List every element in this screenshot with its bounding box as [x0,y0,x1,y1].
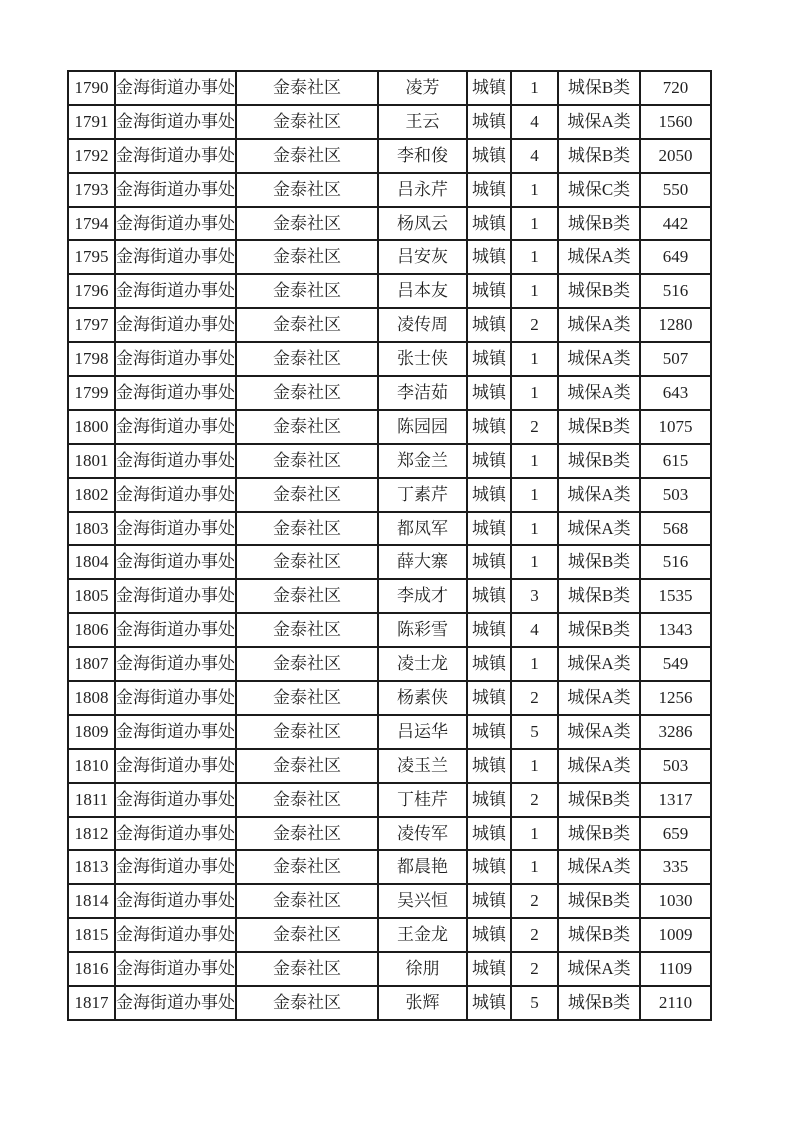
cell-household-type: 城镇 [467,749,511,783]
cell-community: 金泰社区 [236,105,378,139]
cell-household-type: 城镇 [467,376,511,410]
cell-community: 金泰社区 [236,545,378,579]
cell-person-count: 2 [511,308,558,342]
cell-community: 金泰社区 [236,71,378,105]
cell-name: 徐朋 [378,952,467,986]
cell-insurance-category: 城保B类 [558,986,640,1020]
cell-insurance-category: 城保B类 [558,817,640,851]
cell-amount: 615 [640,444,711,478]
cell-street-office: 金海街道办事处 [115,376,236,410]
cell-person-count: 2 [511,952,558,986]
cell-amount: 516 [640,274,711,308]
cell-household-type: 城镇 [467,444,511,478]
cell-name: 凌芳 [378,71,467,105]
table-row [68,444,711,478]
cell-person-count: 1 [511,173,558,207]
cell-insurance-category: 城保A类 [558,715,640,749]
table-row [68,207,711,241]
cell-name: 王金龙 [378,918,467,952]
cell-household-type: 城镇 [467,986,511,1020]
cell-insurance-category: 城保A类 [558,850,640,884]
cell-insurance-category: 城保B类 [558,71,640,105]
cell-serial-number: 1797 [68,308,115,342]
cell-street-office: 金海街道办事处 [115,342,236,376]
table-row [68,274,711,308]
table-row [68,308,711,342]
cell-amount: 649 [640,240,711,274]
cell-household-type: 城镇 [467,308,511,342]
cell-street-office: 金海街道办事处 [115,783,236,817]
cell-insurance-category: 城保B类 [558,444,640,478]
cell-community: 金泰社区 [236,274,378,308]
cell-amount: 1256 [640,681,711,715]
cell-name: 杨素侠 [378,681,467,715]
cell-amount: 2110 [640,986,711,1020]
cell-serial-number: 1817 [68,986,115,1020]
cell-street-office: 金海街道办事处 [115,274,236,308]
table-row [68,715,711,749]
cell-community: 金泰社区 [236,139,378,173]
cell-serial-number: 1814 [68,884,115,918]
cell-community: 金泰社区 [236,308,378,342]
cell-person-count: 1 [511,749,558,783]
cell-serial-number: 1806 [68,613,115,647]
cell-name: 陈园园 [378,410,467,444]
cell-amount: 503 [640,478,711,512]
cell-person-count: 1 [511,817,558,851]
cell-street-office: 金海街道办事处 [115,647,236,681]
cell-household-type: 城镇 [467,512,511,546]
cell-name: 王云 [378,105,467,139]
cell-name: 吴兴恒 [378,884,467,918]
table-row [68,579,711,613]
cell-amount: 1030 [640,884,711,918]
cell-street-office: 金海街道办事处 [115,105,236,139]
cell-serial-number: 1793 [68,173,115,207]
cell-amount: 3286 [640,715,711,749]
table-row [68,986,711,1020]
cell-amount: 1280 [640,308,711,342]
cell-community: 金泰社区 [236,410,378,444]
cell-household-type: 城镇 [467,342,511,376]
cell-person-count: 2 [511,884,558,918]
cell-street-office: 金海街道办事处 [115,749,236,783]
cell-person-count: 1 [511,376,558,410]
cell-person-count: 1 [511,207,558,241]
cell-amount: 2050 [640,139,711,173]
cell-household-type: 城镇 [467,681,511,715]
cell-serial-number: 1791 [68,105,115,139]
cell-street-office: 金海街道办事处 [115,918,236,952]
cell-name: 吕永芹 [378,173,467,207]
cell-name: 李成才 [378,579,467,613]
table-row [68,681,711,715]
table-row [68,376,711,410]
table-row [68,173,711,207]
cell-amount: 549 [640,647,711,681]
cell-serial-number: 1808 [68,681,115,715]
cell-serial-number: 1799 [68,376,115,410]
cell-insurance-category: 城保A类 [558,749,640,783]
cell-street-office: 金海街道办事处 [115,139,236,173]
cell-street-office: 金海街道办事处 [115,715,236,749]
table-row [68,105,711,139]
cell-name: 都凤军 [378,512,467,546]
spreadsheet-table [67,70,712,1021]
table-row [68,240,711,274]
cell-insurance-category: 城保B类 [558,783,640,817]
cell-amount: 335 [640,850,711,884]
cell-household-type: 城镇 [467,850,511,884]
table-row [68,512,711,546]
cell-community: 金泰社区 [236,918,378,952]
cell-street-office: 金海街道办事处 [115,444,236,478]
cell-insurance-category: 城保B类 [558,139,640,173]
cell-amount: 1075 [640,410,711,444]
cell-person-count: 4 [511,613,558,647]
cell-street-office: 金海街道办事处 [115,478,236,512]
cell-serial-number: 1795 [68,240,115,274]
cell-community: 金泰社区 [236,579,378,613]
cell-insurance-category: 城保A类 [558,308,640,342]
cell-community: 金泰社区 [236,207,378,241]
table-row [68,850,711,884]
cell-name: 吕本友 [378,274,467,308]
cell-community: 金泰社区 [236,512,378,546]
cell-serial-number: 1803 [68,512,115,546]
cell-household-type: 城镇 [467,71,511,105]
cell-serial-number: 1790 [68,71,115,105]
cell-street-office: 金海街道办事处 [115,817,236,851]
cell-insurance-category: 城保A类 [558,376,640,410]
cell-insurance-category: 城保B类 [558,410,640,444]
cell-name: 吕安灰 [378,240,467,274]
cell-serial-number: 1792 [68,139,115,173]
cell-serial-number: 1809 [68,715,115,749]
cell-insurance-category: 城保A类 [558,647,640,681]
cell-amount: 643 [640,376,711,410]
cell-amount: 1560 [640,105,711,139]
cell-serial-number: 1805 [68,579,115,613]
cell-street-office: 金海街道办事处 [115,545,236,579]
cell-insurance-category: 城保B类 [558,579,640,613]
cell-community: 金泰社区 [236,749,378,783]
cell-community: 金泰社区 [236,478,378,512]
cell-name: 杨凤云 [378,207,467,241]
cell-serial-number: 1816 [68,952,115,986]
cell-street-office: 金海街道办事处 [115,240,236,274]
cell-person-count: 2 [511,918,558,952]
cell-person-count: 2 [511,783,558,817]
cell-serial-number: 1807 [68,647,115,681]
cell-name: 丁桂芹 [378,783,467,817]
cell-household-type: 城镇 [467,274,511,308]
cell-name: 凌传周 [378,308,467,342]
cell-person-count: 1 [511,274,558,308]
cell-community: 金泰社区 [236,850,378,884]
cell-insurance-category: 城保B类 [558,207,640,241]
cell-household-type: 城镇 [467,817,511,851]
cell-person-count: 2 [511,410,558,444]
cell-amount: 720 [640,71,711,105]
cell-household-type: 城镇 [467,579,511,613]
cell-amount: 568 [640,512,711,546]
cell-household-type: 城镇 [467,240,511,274]
cell-serial-number: 1794 [68,207,115,241]
cell-name: 李洁茹 [378,376,467,410]
cell-community: 金泰社区 [236,715,378,749]
cell-community: 金泰社区 [236,817,378,851]
cell-serial-number: 1812 [68,817,115,851]
cell-insurance-category: 城保A类 [558,681,640,715]
cell-serial-number: 1804 [68,545,115,579]
cell-name: 凌士龙 [378,647,467,681]
cell-community: 金泰社区 [236,681,378,715]
cell-amount: 1343 [640,613,711,647]
cell-serial-number: 1796 [68,274,115,308]
cell-serial-number: 1801 [68,444,115,478]
cell-insurance-category: 城保B类 [558,274,640,308]
cell-community: 金泰社区 [236,376,378,410]
cell-name: 凌玉兰 [378,749,467,783]
cell-household-type: 城镇 [467,952,511,986]
cell-community: 金泰社区 [236,884,378,918]
table-row [68,613,711,647]
cell-insurance-category: 城保A类 [558,240,640,274]
cell-street-office: 金海街道办事处 [115,613,236,647]
table-row [68,71,711,105]
cell-insurance-category: 城保B类 [558,884,640,918]
cell-person-count: 1 [511,647,558,681]
cell-street-office: 金海街道办事处 [115,952,236,986]
cell-insurance-category: 城保A类 [558,512,640,546]
cell-serial-number: 1810 [68,749,115,783]
cell-insurance-category: 城保A类 [558,342,640,376]
cell-insurance-category: 城保B类 [558,613,640,647]
cell-amount: 503 [640,749,711,783]
cell-person-count: 1 [511,444,558,478]
table-row [68,783,711,817]
table-row [68,545,711,579]
cell-serial-number: 1815 [68,918,115,952]
cell-street-office: 金海街道办事处 [115,173,236,207]
table-row [68,410,711,444]
cell-household-type: 城镇 [467,105,511,139]
cell-name: 张辉 [378,986,467,1020]
cell-serial-number: 1813 [68,850,115,884]
cell-street-office: 金海街道办事处 [115,850,236,884]
cell-serial-number: 1798 [68,342,115,376]
table-row [68,884,711,918]
cell-insurance-category: 城保A类 [558,952,640,986]
cell-amount: 659 [640,817,711,851]
cell-street-office: 金海街道办事处 [115,71,236,105]
cell-street-office: 金海街道办事处 [115,579,236,613]
cell-household-type: 城镇 [467,918,511,952]
cell-household-type: 城镇 [467,715,511,749]
cell-community: 金泰社区 [236,240,378,274]
cell-street-office: 金海街道办事处 [115,884,236,918]
cell-community: 金泰社区 [236,444,378,478]
cell-household-type: 城镇 [467,613,511,647]
cell-person-count: 1 [511,478,558,512]
cell-insurance-category: 城保C类 [558,173,640,207]
cell-person-count: 1 [511,71,558,105]
cell-person-count: 1 [511,240,558,274]
cell-serial-number: 1802 [68,478,115,512]
cell-community: 金泰社区 [236,613,378,647]
table-row [68,952,711,986]
cell-household-type: 城镇 [467,783,511,817]
cell-community: 金泰社区 [236,647,378,681]
cell-name: 都晨艳 [378,850,467,884]
cell-amount: 1535 [640,579,711,613]
cell-person-count: 4 [511,139,558,173]
cell-community: 金泰社区 [236,952,378,986]
cell-person-count: 1 [511,342,558,376]
cell-community: 金泰社区 [236,783,378,817]
cell-household-type: 城镇 [467,478,511,512]
cell-serial-number: 1800 [68,410,115,444]
cell-person-count: 5 [511,715,558,749]
cell-household-type: 城镇 [467,139,511,173]
cell-insurance-category: 城保B类 [558,545,640,579]
cell-street-office: 金海街道办事处 [115,681,236,715]
cell-amount: 1009 [640,918,711,952]
cell-name: 薛大寨 [378,545,467,579]
cell-community: 金泰社区 [236,173,378,207]
cell-person-count: 5 [511,986,558,1020]
cell-street-office: 金海街道办事处 [115,308,236,342]
cell-person-count: 1 [511,545,558,579]
cell-street-office: 金海街道办事处 [115,512,236,546]
cell-name: 吕运华 [378,715,467,749]
cell-name: 张士侠 [378,342,467,376]
cell-name: 郑金兰 [378,444,467,478]
cell-household-type: 城镇 [467,647,511,681]
cell-amount: 516 [640,545,711,579]
cell-household-type: 城镇 [467,884,511,918]
cell-person-count: 4 [511,105,558,139]
cell-name: 凌传军 [378,817,467,851]
cell-amount: 550 [640,173,711,207]
table-row [68,817,711,851]
cell-amount: 507 [640,342,711,376]
cell-household-type: 城镇 [467,173,511,207]
cell-name: 李和俊 [378,139,467,173]
cell-street-office: 金海街道办事处 [115,986,236,1020]
cell-street-office: 金海街道办事处 [115,207,236,241]
cell-name: 丁素芹 [378,478,467,512]
table-row [68,478,711,512]
cell-insurance-category: 城保A类 [558,105,640,139]
cell-name: 陈彩雪 [378,613,467,647]
cell-household-type: 城镇 [467,207,511,241]
cell-serial-number: 1811 [68,783,115,817]
cell-household-type: 城镇 [467,545,511,579]
table-row [68,647,711,681]
cell-insurance-category: 城保B类 [558,918,640,952]
table-row [68,139,711,173]
cell-person-count: 1 [511,512,558,546]
cell-person-count: 1 [511,850,558,884]
table-body [68,71,711,1020]
cell-community: 金泰社区 [236,986,378,1020]
cell-person-count: 2 [511,681,558,715]
table-row [68,342,711,376]
cell-community: 金泰社区 [236,342,378,376]
cell-amount: 1317 [640,783,711,817]
cell-insurance-category: 城保A类 [558,478,640,512]
cell-household-type: 城镇 [467,410,511,444]
table-row [68,918,711,952]
cell-person-count: 3 [511,579,558,613]
table-row [68,749,711,783]
cell-amount: 442 [640,207,711,241]
cell-street-office: 金海街道办事处 [115,410,236,444]
cell-amount: 1109 [640,952,711,986]
